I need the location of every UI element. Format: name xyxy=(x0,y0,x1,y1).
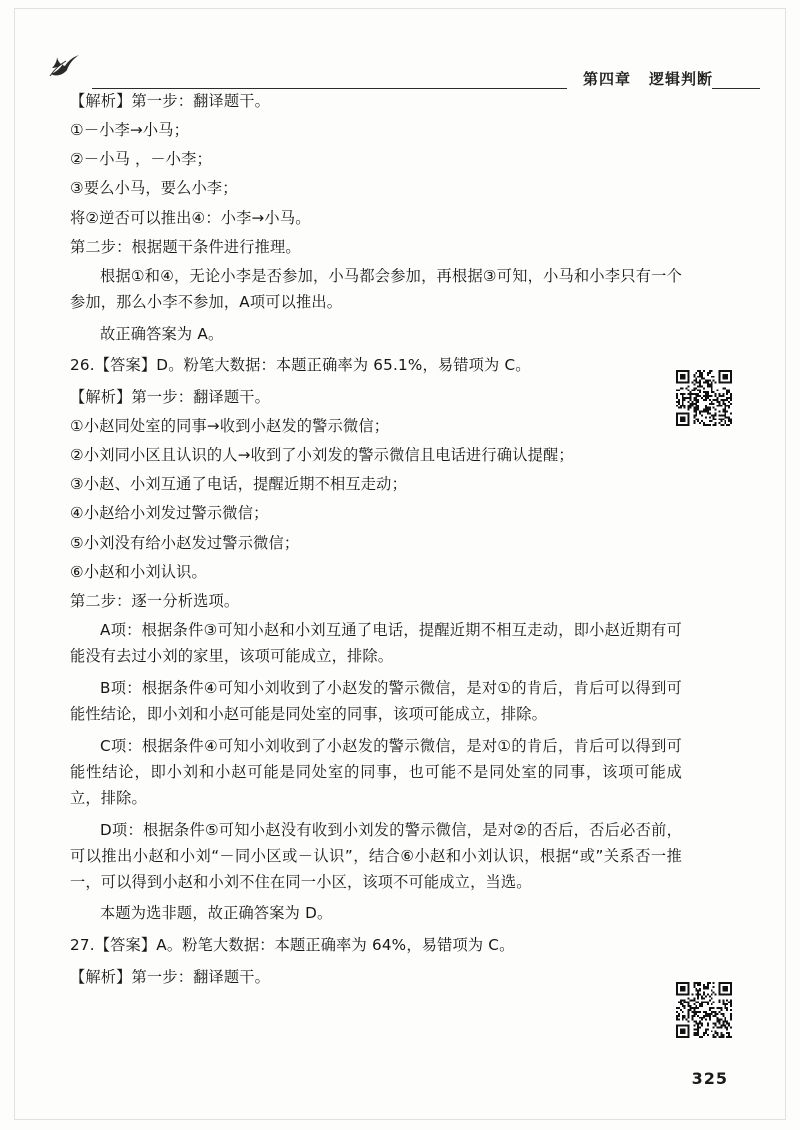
q26-option-c: C项：根据条件④可知小刘收到了小赵发的警示微信，是对①的肯后，肯后可以得到可能性结论，即小刘和小赵可能是同处室的同事，也可能不是同处室的同事，该项可能成立，排除。 xyxy=(70,736,682,807)
page-header xyxy=(0,30,800,88)
page-number: 325 xyxy=(691,1069,728,1088)
question-26-answer: 26.【答案】D。粉笔大数据：本题正确率为 65.1%，易错项为 C。 xyxy=(70,356,531,375)
paragraph-reasoning: 根据①和④，无论小李是否参加，小马都会参加，再根据③可知，小马和小李只有一个参加，那么小李不参加，A项可以推出。 xyxy=(70,266,682,311)
leaf-ornament-icon xyxy=(48,52,82,78)
header-rule-right xyxy=(712,88,760,89)
q26-condition-6: ⑥小赵和小刘认识。 xyxy=(70,562,207,581)
paragraph-condition-4: 将②逆否可以推出④：小李→小马。 xyxy=(70,208,311,227)
q26-step-two: 第二步：逐一分析选项。 xyxy=(70,591,240,610)
paragraph-condition-1: ①－小李→小马； xyxy=(70,121,190,140)
q26-condition-5: ⑤小刘没有给小赵发过警示微信； xyxy=(70,533,300,552)
paragraph-condition-2: ②－小马 ，－小李； xyxy=(70,150,212,169)
paragraph-answer-25: 故正确答案为 A。 xyxy=(100,324,224,343)
q26-option-b: B项：根据条件④可知小刘收到了小赵发的警示微信，是对①的肯后，肯后可以得到可能性结论，即小刘和小赵可能是同处室的同事，该项可能成立，排除。 xyxy=(70,678,682,723)
chapter-number: 第四章 xyxy=(583,70,632,88)
q26-condition-4: ④小赵给小刘发过警示微信； xyxy=(70,504,269,523)
page-body xyxy=(70,88,682,995)
q26-option-a: A项：根据条件③可知小赵和小刘互通了电话，提醒近期不相互走动，即小赵近期有可能没有去过小刘的家里，该项可能成立，排除。 xyxy=(70,621,682,666)
qr-code-top[interactable] xyxy=(676,370,732,426)
q26-option-d: D项：根据条件⑤可知小赵没有收到小刘发的警示微信，是对②的否后，否后必否前，可以推出小赵和小刘“－同小区或－认识”，结合⑥小赵和小刘认识，根据“或”关系否一推一，可以得到小赵和小刘不住在同一小区，该项不可能成立，当选。 xyxy=(70,820,682,891)
q26-condition-2: ②小刘同小区且认识的人→收到了小刘发的警示微信且电话进行确认提醒； xyxy=(70,446,574,465)
paragraph-analysis-intro: 【解析】第一步：翻译题干。 xyxy=(70,92,271,110)
question-26-analysis-intro: 【解析】第一步：翻译题干。 xyxy=(70,387,271,406)
q26-conclusion: 本题为选非题，故正确答案为 D。 xyxy=(100,904,333,923)
chapter-title: 逻辑判断 xyxy=(649,70,714,88)
qr-code-bottom[interactable] xyxy=(676,982,732,1038)
paragraph-condition-3: ③要么小马，要么小李； xyxy=(70,179,238,198)
chapter-heading xyxy=(583,68,713,89)
q26-condition-1: ①小赵同处室的同事→收到小赵发的警示微信； xyxy=(70,417,390,436)
q26-condition-3: ③小赵、小刘互通了电话，提醒近期不相互走动； xyxy=(70,475,407,494)
paragraph-step-two: 第二步：根据题干条件进行推理。 xyxy=(70,237,301,256)
question-27-answer: 27.【答案】A。粉笔大数据：本题正确率为 64%，易错项为 C。 xyxy=(70,936,515,955)
question-27-analysis-intro: 【解析】第一步：翻译题干。 xyxy=(70,967,271,986)
